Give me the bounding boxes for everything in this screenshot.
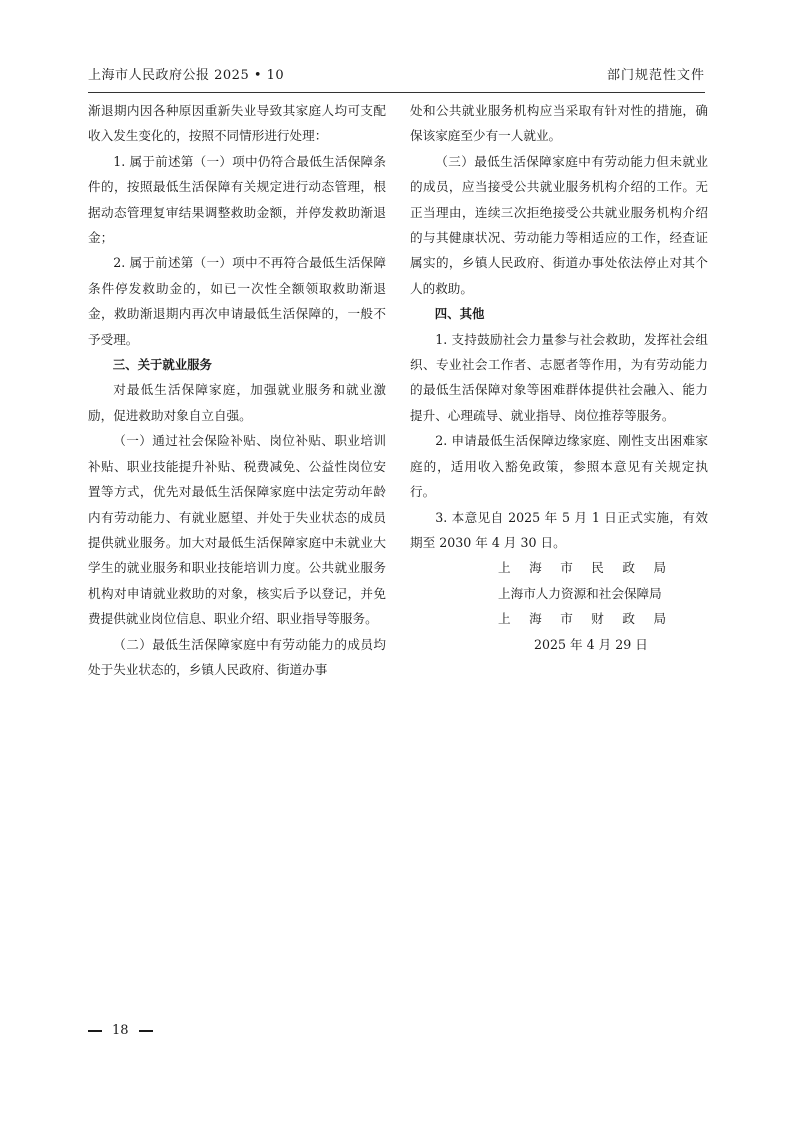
page-header: [88, 66, 705, 90]
section-heading: 三、关于就业服务: [112, 357, 212, 373]
paragraph: 1. 属于前述第（一）项中仍符合最低生活保障条件的，按照最低生活保障有关规定进行动态管理，根据动态管理复审结果调整救助金额，并停发救助渐退金；: [88, 153, 386, 246]
paragraph: 2. 申请最低生活保障边缘家庭、刚性支出困难家庭的，适用收入豁免政策，参照本意见有关规定执行。: [410, 433, 708, 500]
paragraph: （一）通过社会保险补贴、岗位补贴、职业培训补贴、职业技能提升补贴、税费减免、公益性岗位安置等方式，优先对最低生活保障家庭中法定劳动年龄内有劳动能力、有就业愿望、并处于失业状态的成员提供就业服务。加大对最低生活保障家庭中未就业大学生的就业服务和职业技能培训力度。公共就业服务机构对申请就业救助的对象，核实后予以登记，并免费提供就业岗位信息、职业介绍、职业指导等服务。: [88, 433, 386, 627]
paragraph: 渐退期内因各种原因重新失业导致其家庭人均可支配收入发生变化的，按照不同情形进行处理：: [88, 103, 386, 144]
right-column: [410, 98, 708, 657]
journal-title: 上海市人民政府公报 2025 • 10: [88, 68, 285, 83]
dash-right: [139, 1030, 153, 1032]
section-heading: 四、其他: [434, 306, 485, 322]
page-footer: [88, 1020, 188, 1042]
paragraph: （二）最低生活保障家庭中有劳动能力的成员均处于失业状态的，乡镇人民政府、街道办事: [88, 636, 386, 677]
issue-date: 2025 年 4 月 29 日: [534, 636, 648, 652]
paragraph: 2. 属于前述第（一）项中不再符合最低生活保障条件停发救助金的，如已一次性全额领取救助渐退金，救助渐退期内再次申请最低生活保障的，一般不予受理。: [88, 255, 386, 347]
signatory-human-resources: 上海市人力资源和社会保障局: [498, 585, 662, 601]
paragraph: 3. 本意见自 2025 年 5 月 1 日正式实施，有效期至 2030 年 4 月 30 日。: [410, 509, 708, 550]
header-divider: [88, 92, 705, 93]
paragraph: （三）最低生活保障家庭中有劳动能力但未就业的成员，应当接受公共就业服务机构介绍的工作。无正当理由，连续三次拒绝接受公共就业服务机构介绍的与其健康状况、劳动能力等相适应的工作，经查证属实的，乡镇人民政府、街道办事处依法停止对其个人的救助。: [410, 153, 708, 296]
signatory-finance: 上海市财政局: [498, 611, 685, 627]
section-title: 部门规范性文件: [606, 68, 705, 83]
paragraph: 处和公共就业服务机构应当采取有针对性的措施，确保该家庭至少有一人就业。: [410, 103, 708, 144]
paragraph: 1. 支持鼓励社会力量参与社会救助，发挥社会组织、专业社会工作者、志愿者等作用，为有劳动能力的最低生活保障对象等困难群体提供社会融入、能力提升、心理疏导、就业指导、岗位推荐等服务。: [410, 331, 708, 423]
page-number: 18: [112, 1023, 129, 1038]
paragraph: 对最低生活保障家庭，加强就业服务和就业激励，促进救助对象自立自强。: [88, 382, 386, 423]
left-column: [88, 98, 386, 682]
signatory-civil-affairs: 上海市民政局: [498, 560, 685, 576]
dash-left: [88, 1030, 102, 1032]
